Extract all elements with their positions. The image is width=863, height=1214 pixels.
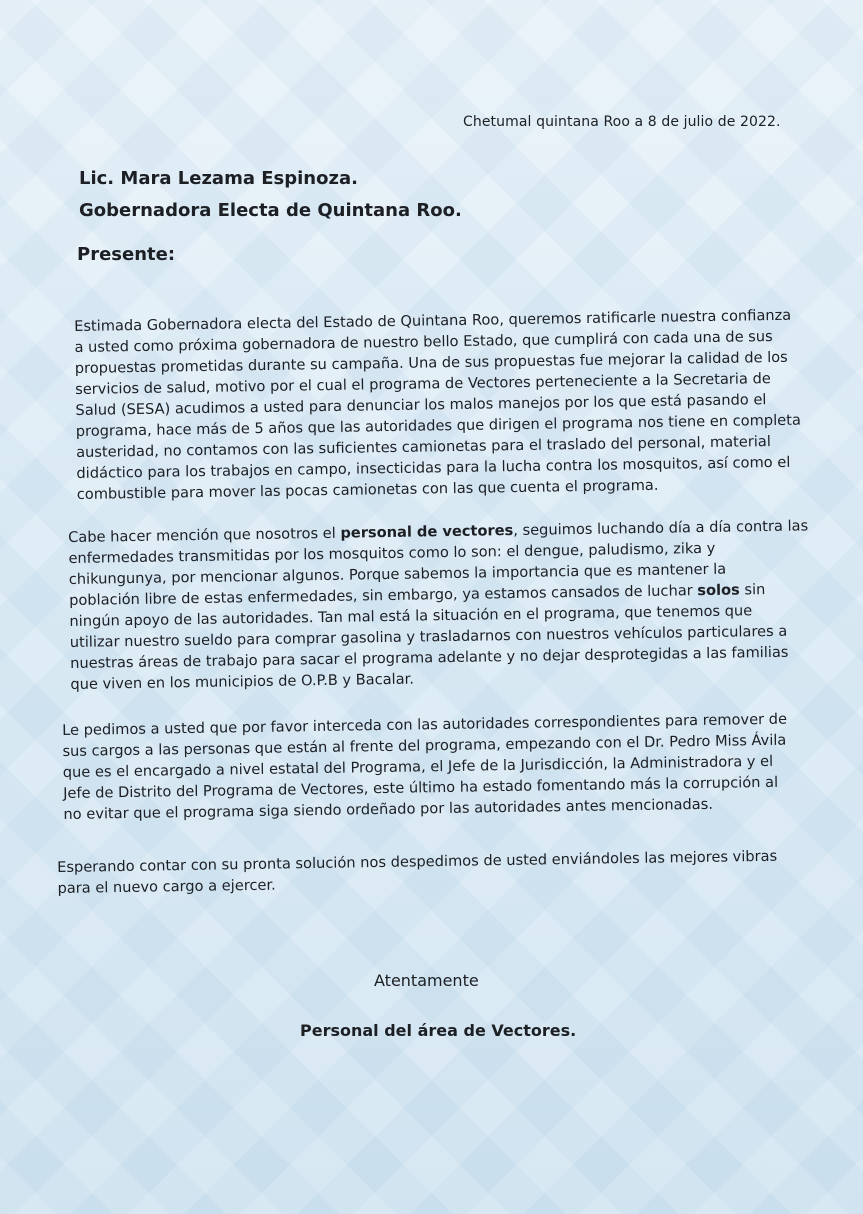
text-line: enfermedades transmitidas por los mosquitos como lo son: el dengue, paludismo, zika y (68, 539, 716, 567)
text-line: didáctico para los trabajos en campo, insecticidas para la lucha contra los mosquitos, así como el (76, 453, 791, 482)
bold-text-personal-de-vectores: personal de vectores (340, 522, 514, 542)
text-line: Le pedimos a usted que por favor interceda con las autoridades correspondientes para remover de (62, 710, 788, 739)
paragraph-farewell (57, 846, 788, 899)
text-line: propuestas prometidas durante su campaña. Una de sus propuestas fue mejorar la calidad de los (74, 348, 788, 377)
text-line: no evitar que el programa siga siendo ordeñado por las autoridades antes mencionadas. (63, 795, 714, 823)
text-line: servicios de salud, motivo por el cual el programa de Vectores perteneciente a la Secretaria de (75, 370, 771, 398)
closing: Atentamente (374, 971, 479, 990)
recipient-title: Gobernadora Electa de Quintana Roo. (79, 200, 462, 221)
text-line: que es el encargado a nivel estatal del Programa, el Jefe de la Jurisdicción, la Administradora y el (62, 752, 774, 781)
signature: Personal del área de Vectores. (300, 1021, 577, 1040)
text-line: Salud (SESA) acudimos a usted para denunciar los malos manejos por los que está pasando el (75, 391, 767, 419)
recipient-name: Lic. Mara Lezama Espinoza. (79, 168, 358, 189)
text-line: nuestras áreas de trabajo para sacar el programa adelante y no dejar desprotegidas a las familias (70, 643, 789, 672)
bold-text-solos: solos (697, 581, 740, 600)
text-run: población libre de estas enfermedades, sin embargo, ya estamos cansados de luchar (69, 582, 698, 609)
text-line: utilizar nuestro sueldo para comprar gasolina y trasladarnos con nuestros vehículos particulares a (69, 622, 788, 651)
text-line: combustible para mover las pocas camionetas con las que cuenta el programa. (76, 476, 659, 503)
text-line: a usted como próxima gobernadora de nuestro bello Estado, que cumplirá con cada una de sus (74, 328, 773, 356)
text-run: Cabe hacer mención que nosotros el (68, 524, 341, 546)
salutation: Presente: (77, 244, 176, 265)
text-line: austeridad, no contamos con las suficientes camionetas para el traslado del personal, material (76, 433, 771, 461)
text-line: sus cargos a las personas que están al frente del programa, empezando con el Dr. Pedro Miss Ávila (62, 731, 787, 760)
text-run: , seguimos luchando día a día contra las (513, 517, 809, 540)
text-line: Esperando contar con su pronta solución nos despedimos de usted enviándoles las mejores vibras (57, 847, 778, 876)
text-line: Estimada Gobernadora electa del Estado de Quintana Roo, queremos ratificarle nuestra confianza (74, 306, 792, 335)
paragraph-request (62, 709, 790, 825)
text-line: que viven en los municipios de O.P.B y Bacalar. (70, 670, 415, 693)
text-line: programa, hace más de 5 años que las autoridades que dirigen el programa nos tiene en completa (75, 411, 801, 440)
text-line: Jefe de Distrito del Programa de Vectores, este último ha estado fomentando más la corrupción al (63, 773, 779, 802)
letter-date: Chetumal quintana Roo a 8 de julio de 2022. (463, 114, 781, 130)
text-line: para el nuevo cargo a ejercer. (57, 876, 276, 897)
paragraph-intro (74, 305, 801, 505)
text-line: chikungunya, por mencionar algunos. Porque sabemos la importancia que es mantener la (68, 560, 727, 588)
text-run: sin (739, 581, 766, 599)
text-line: ningún apoyo de las autoridades. Tan mal está la situación en el programa, que tenemos que (69, 602, 753, 630)
paragraph-situation (68, 516, 809, 695)
